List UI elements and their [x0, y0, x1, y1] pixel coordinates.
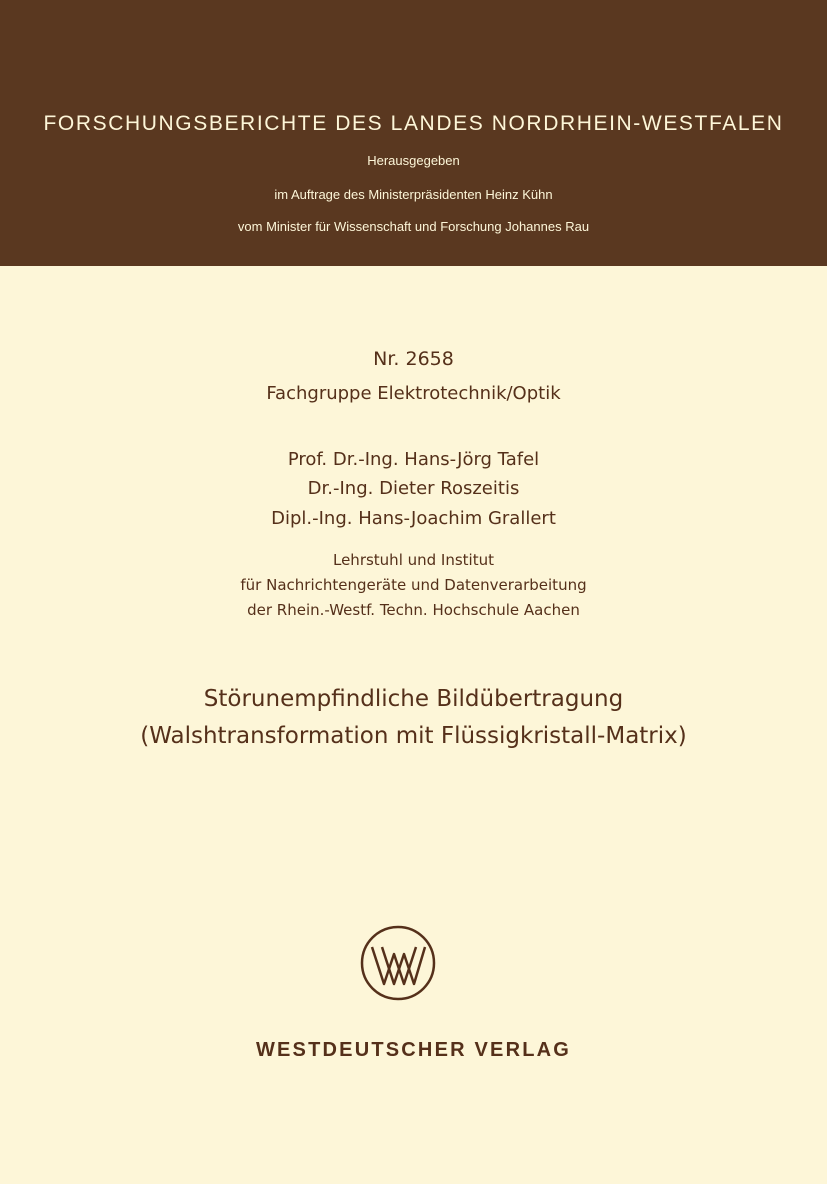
institution-line-1: Lehrstuhl und Institut — [332, 551, 494, 569]
author-1: Prof. Dr.-Ing. Hans-Jörg Tafel — [287, 449, 540, 470]
ww-circle-logo-icon — [359, 924, 437, 1002]
author-2: Dr.-Ing. Dieter Roszeitis — [307, 478, 520, 499]
series-title: FORSCHUNGSBERICHTE DES LANDES NORDRHEIN-WESTFALEN — [43, 112, 784, 135]
book-subtitle: (Walshtransformation mit Flüssigkristall-Matrix) — [140, 723, 687, 749]
institution-line-3: der Rhein.-Westf. Techn. Hochschule Aachen — [247, 601, 580, 619]
fachgruppe: Fachgruppe Elektrotechnik/Optik — [266, 383, 561, 404]
publisher-name: WESTDEUTSCHER VERLAG — [255, 1039, 572, 1061]
header-line-minister: vom Minister für Wissenschaft und Forschung Johannes Rau — [237, 219, 590, 234]
book-title: Störunempfindliche Bildübertragung — [203, 686, 624, 712]
header-line-commission: im Auftrage des Ministerpräsidenten Heinz Kühn — [274, 187, 553, 202]
header-line-editor: Herausgegeben — [367, 153, 460, 168]
report-number: Nr. 2658 — [373, 348, 454, 370]
institution-line-2: für Nachrichtengeräte und Datenverarbeitung — [240, 576, 587, 594]
header-band — [0, 0, 827, 266]
author-3: Dipl.-Ing. Hans-Joachim Grallert — [271, 508, 556, 529]
